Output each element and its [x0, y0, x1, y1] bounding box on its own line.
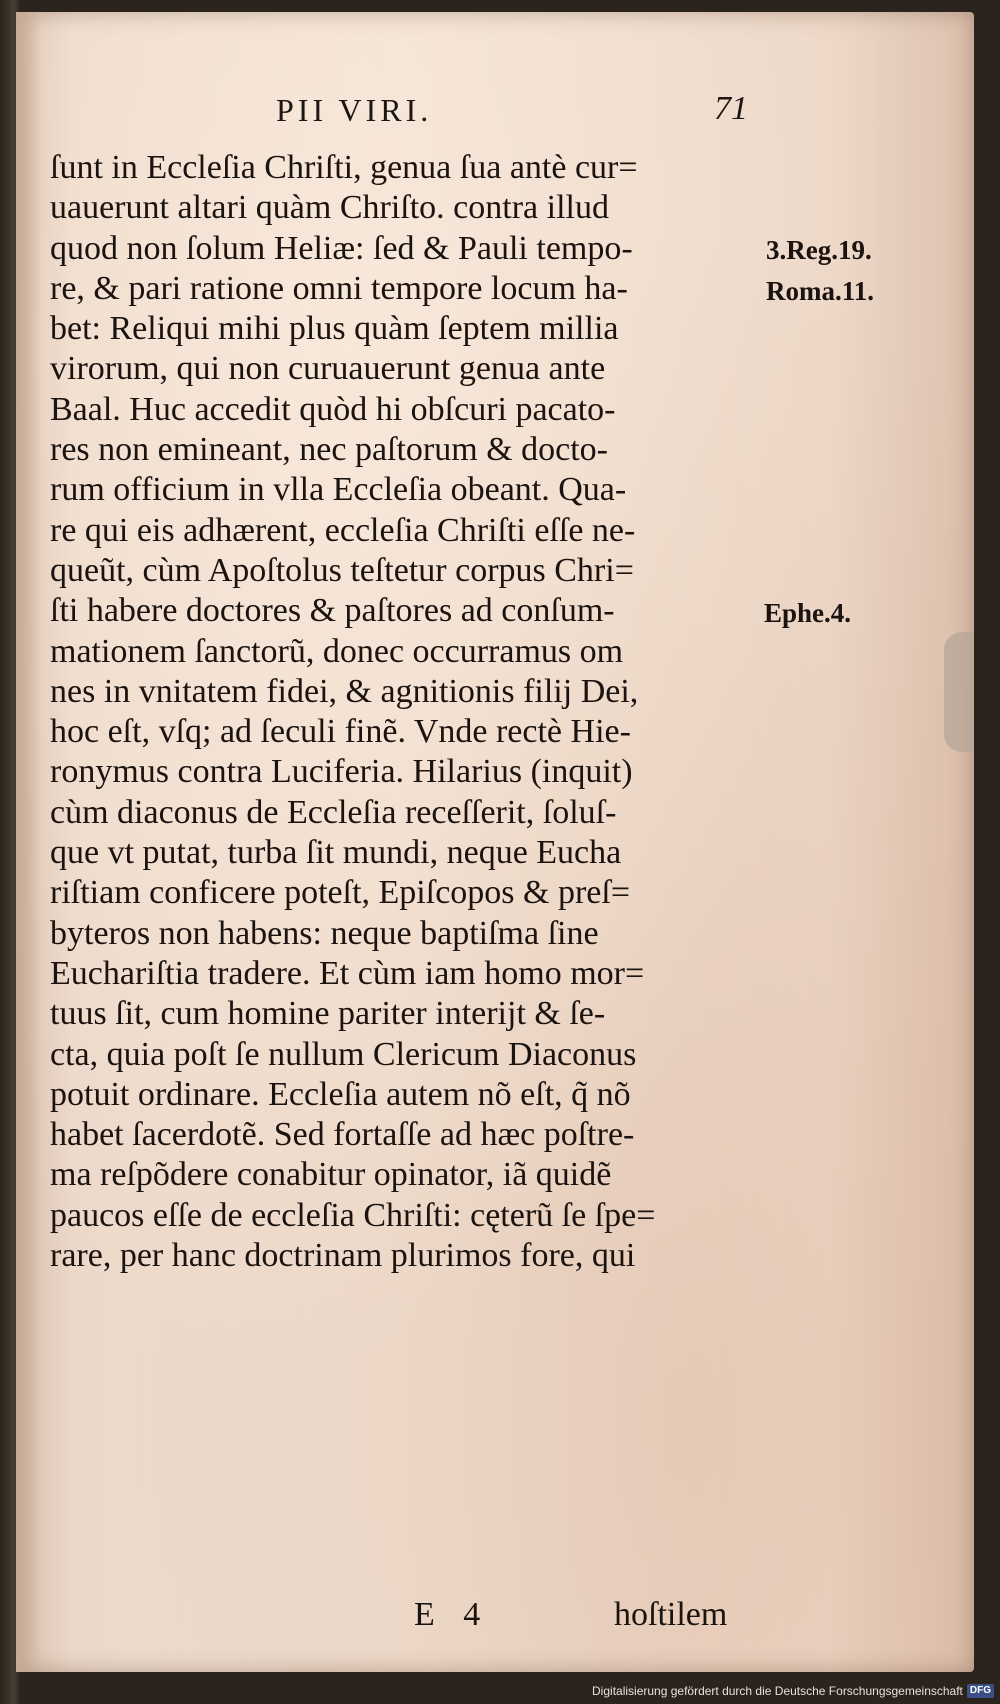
text-line: riſtiam conficere poteſt, Epiſcopos & preſ=	[50, 874, 630, 912]
page-edge-tab	[944, 632, 974, 752]
text-line: ma reſpõdere conabitur opinator, iã quidẽ	[50, 1156, 612, 1194]
text-line: habet ſacerdotẽ. Sed fortaſſe ad hæc poſtre-	[50, 1116, 635, 1154]
gutter-shadow	[16, 12, 42, 1672]
running-head: PII VIRI.	[276, 92, 433, 128]
text-line: re, & pari ratione omni tempore locum ha-	[50, 269, 628, 307]
text-line: ronymus contra Luciferia. Hilarius (inquit)	[50, 753, 633, 791]
text-line: res non emineant, nec paſtorum & docto-	[50, 431, 608, 469]
text-line: paucos eſſe de eccleſia Chriſti: cęterũ ſe ſpe=	[50, 1196, 656, 1234]
text-line: ſti habere doctores & paſtores ad conſum-	[50, 592, 615, 630]
text-line: rum officium in vlla Eccleſia obeant. Qua-	[50, 471, 627, 509]
signature-mark: E 4	[414, 1596, 491, 1633]
text-line: uauerunt altari quàm Chriſto. contra illud	[50, 189, 609, 227]
text-line: cùm diaconus de Eccleſia receſſerit, ſoluſ-	[50, 793, 617, 831]
text-line: hoc eſt, vſq; ad ſeculi finẽ. Vnde rectè Hie-	[50, 713, 631, 751]
text-line: bet: Reliqui mihi plus quàm ſeptem millia	[50, 310, 619, 348]
dfg-logo-icon: DFG	[967, 1684, 994, 1698]
text-line: Euchariſtia tradere. Et cùm iam homo mor=	[50, 954, 645, 992]
credit-text: Digitalisierung gefördert durch die Deutsche Forschungsgemeinschaft	[592, 1684, 963, 1698]
text-line: ſunt in Eccleſia Chriſti, genua ſua antè cur=	[50, 149, 638, 186]
text-line: virorum, qui non curuauerunt genua ante	[50, 350, 606, 388]
body-text	[50, 148, 780, 1276]
text-line: mationem ſanctorũ, donec occurramus om	[50, 632, 624, 670]
text-line: byteros non habens: neque baptiſma ſine	[50, 914, 599, 952]
text-line: cta, quia poſt ſe nullum Clericum Diaconus	[50, 1035, 637, 1073]
page-number: 71	[714, 90, 748, 127]
text-line: queũt, cùm Apoſtolus teſtetur corpus Chri=	[50, 551, 634, 589]
page-sheet	[16, 12, 974, 1672]
text-line: quod non ſolum Heliæ: ſed & Pauli tempo-	[50, 229, 633, 267]
text-line: tuus ſit, cum homine pariter interijt & ſe-	[50, 995, 606, 1033]
digitization-credit	[592, 1682, 994, 1700]
text-line: potuit ordinare. Eccleſia autem nõ eſt, q̃ nõ	[50, 1075, 631, 1113]
catchword: hoſtilem	[614, 1596, 728, 1633]
text-line: rare, per hanc doctrinam plurimos fore, qui	[50, 1237, 636, 1275]
marginal-note-reg: 3.Reg.19.	[766, 235, 872, 265]
marginal-note-roma: Roma.11.	[766, 276, 874, 306]
page-header	[16, 92, 974, 132]
text-line: que vt putat, turba ſit mundi, neque Eucha	[50, 834, 622, 872]
text-line: nes in vnitatem fidei, & agnitionis filij Dei,	[50, 672, 639, 710]
marginal-note-ephe: Ephe.4.	[764, 598, 852, 628]
text-line: re qui eis adhærent, eccleſia Chriſti eſſe ne-	[50, 511, 636, 549]
text-line: Baal. Huc accedit quòd hi obſcuri pacato-	[50, 390, 616, 428]
page-footer	[16, 1596, 974, 1640]
